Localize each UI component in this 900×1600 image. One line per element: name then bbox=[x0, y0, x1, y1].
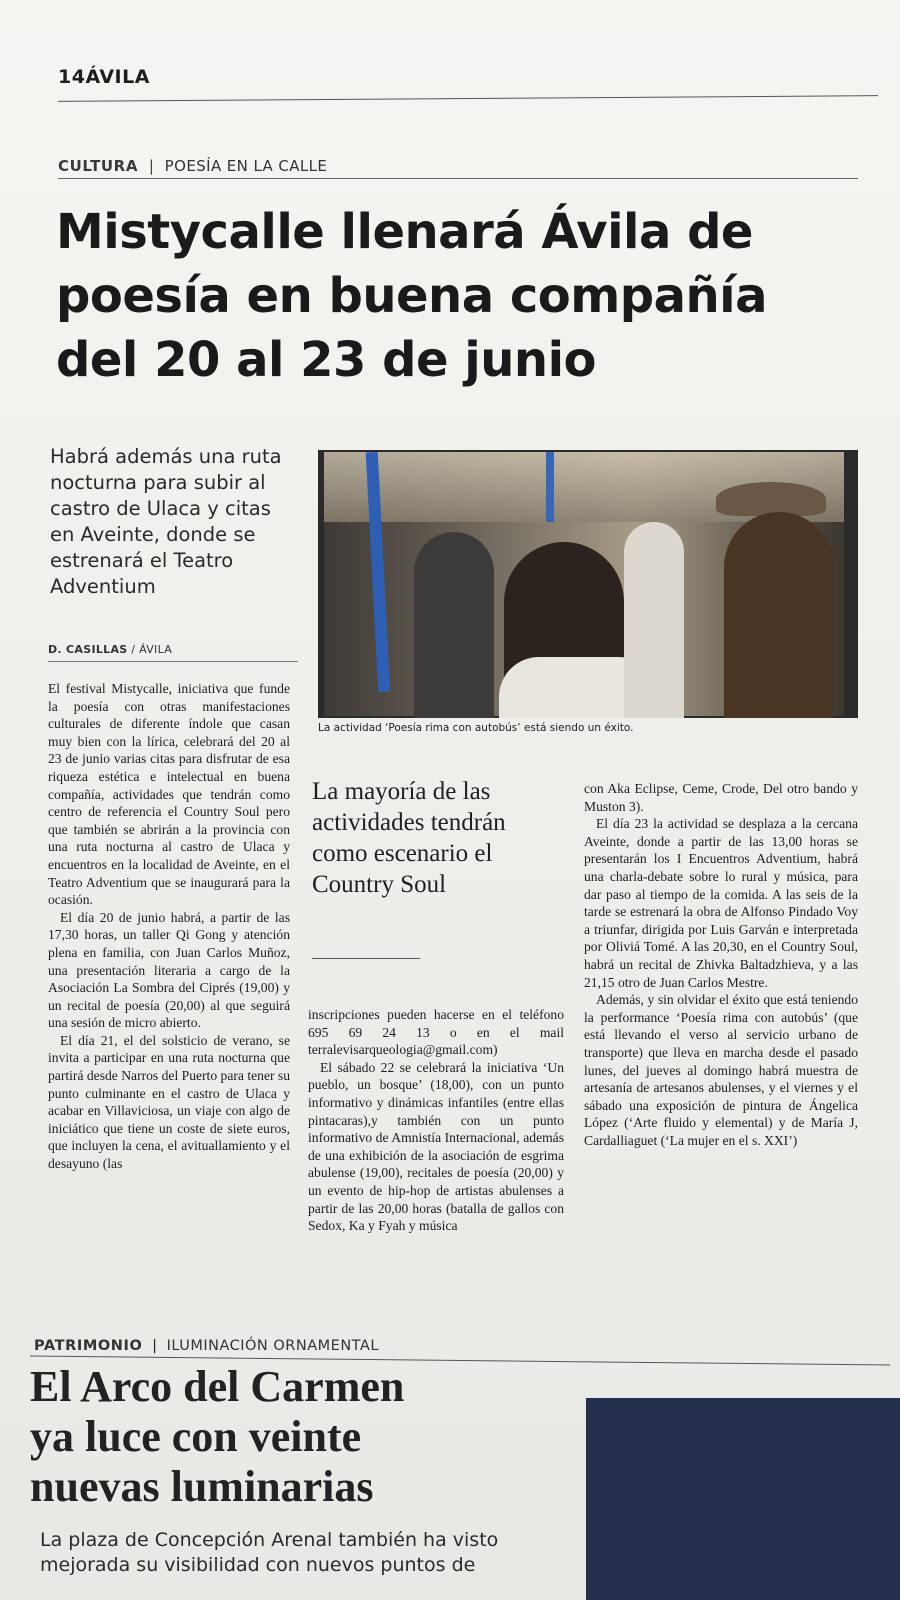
body-paragraph: El día 21, el del solsticio de verano, se invita a participar en una ruta nocturna que partirá desde Narros del Puerto para tener su punto culminante en el castro de Ulaca y acabar en Villaviciosa, un viaje con algo de iniciático que tiene un coste de siete euros, que incluyen la cena, el avituallamiento y el desayuno (las bbox=[48, 1032, 290, 1172]
byline-place: / ÁVILA bbox=[127, 643, 173, 656]
pull-quote: La mayoría de las actividades tendrán como escenario el Country Soul bbox=[312, 778, 506, 898]
byline-divider bbox=[48, 661, 298, 662]
body-column-2 bbox=[308, 1006, 564, 1235]
subsection-label-2: ILUMINACIÓN ORNAMENTAL bbox=[166, 1338, 379, 1354]
photo-caption: La actividad ‘Poesía rima con autobús’ está siendo un éxito. bbox=[318, 722, 634, 734]
article-subhead: Habrá además una ruta nocturna para subir al castro de Ulaca y citas en Aveinte, donde se estrenará el Teatro Adventium bbox=[50, 445, 282, 598]
article-photo bbox=[318, 450, 858, 718]
body-column-3 bbox=[584, 780, 858, 1149]
article-headline: Mistycalle llenará Ávila de poesía en buena compañía del 20 al 23 de junio bbox=[56, 204, 768, 388]
subsection-label: POESÍA EN LA CALLE bbox=[164, 157, 328, 175]
headline-line: ya luce con veinte bbox=[30, 1412, 362, 1461]
page-header: 14ÁVILA bbox=[58, 66, 150, 88]
body-paragraph: Además, y sin olvidar el éxito que está teniendo la performance ‘Poesía rima con autobús’ (que está llevando el verso al servicio urbano de transporte) que lleva en marcha desde el pasado lunes, del jueves al domingo habrá muestra de artesanía de artesanos abulenses, y el viernes y el sábado una exposición de pintura de Ángelica López (‘Arte fluido y elemental) y de María J, Cardalliaguet (‘La mujer en el s. XXI’) bbox=[584, 992, 858, 1148]
section-kicker-2 bbox=[34, 1338, 379, 1354]
article-2-headline bbox=[30, 1362, 550, 1512]
body-column-1 bbox=[48, 680, 290, 1173]
body-paragraph: El festival Mistycalle, iniciativa que funde la poesía con otras manifestaciones culturales de diferente índole que casan muy bien con la lírica, celebrará del 20 al 23 de junio varias citas para disfrutar de esa riqueza estética e intelectual en buena compañía, actividades que tendrán como centro de referencia el Country Soul pero que también se abrirán a la provincia con una ruta nocturna al castro de Ulaca y encuentros en la localidad de Aveinte, en el Teatro Adventium que se inaugurará para la ocasión. bbox=[48, 681, 290, 908]
body-paragraph: El día 20 de junio habrá, a partir de las 17,30 horas, un taller Qi Gong y atención plena en familia, con Juan Carlos Muñoz, una presentación literaria a cargo de la Asociación La Sombra del Ciprés (19,00) y un recital de poesía (20,00) al que seguirá una sesión de micro abierto. bbox=[48, 909, 290, 1031]
byline-author: D. CASILLAS bbox=[48, 643, 128, 656]
kicker-separator: | bbox=[148, 157, 154, 175]
kicker-divider bbox=[58, 178, 858, 179]
bus-interior-image bbox=[324, 452, 844, 716]
article-2-photo bbox=[586, 1398, 900, 1600]
section-label-2: PATRIMONIO bbox=[34, 1338, 143, 1354]
byline bbox=[48, 643, 172, 656]
body-paragraph: con Aka Eclipse, Ceme, Crode, Del otro bando y Muston 3). bbox=[584, 781, 858, 814]
body-paragraph: inscripciones pueden hacerse en el teléfono 695 69 24 13 o en el mail terralevisarqueologia@gmail.com) bbox=[308, 1007, 564, 1058]
body-paragraph: El día 23 la actividad se desplaza a la cercana Aveinte, donde a partir de las 13,00 horas se presentarán los I Encuentros Adventium, habrá una charla-debate sobre lo rural y música, para dar paso al tiempo de la comida. A las seis de la tarde se estrenará la obra de Alfonso Pindado Voy a triunfar, dirigida por Luis Garván e interpretada por Oliviá Tomé. A las 20,30, en el Country Soul, habrá un recital de Zhivka Baltadzhieva, y a las 21,15 otro de Juan Carlos Mestre. bbox=[584, 816, 858, 990]
headline-line: nuevas luminarias bbox=[30, 1462, 374, 1511]
kicker-separator-2: | bbox=[152, 1338, 157, 1354]
headline-line: El Arco del Carmen bbox=[30, 1362, 405, 1411]
header-divider bbox=[58, 95, 878, 102]
section-kicker bbox=[58, 157, 327, 175]
article-2-subhead: La plaza de Concepción Arenal también ha visto mejorada su visibilidad con nuevos puntos de bbox=[40, 1529, 499, 1576]
pull-quote-divider bbox=[312, 958, 420, 959]
body-paragraph: El sábado 22 se celebrará la iniciativa ‘Un pueblo, un bosque’ (18,00), con un punto informativo y dinámicas infantiles (entre ellas pintacaras),y también con un punto informativo de Amnistía Internacional, además de una exhibición de la asociación de esgrima abulense (19,00), recitales de poesía (20,00) y un evento de hip-hop de artistas abulenses a partir de las 20,00 horas (batalla de gallos con Sedox, Ka y Fyah y música bbox=[308, 1059, 564, 1234]
section-label: CULTURA bbox=[58, 157, 139, 175]
